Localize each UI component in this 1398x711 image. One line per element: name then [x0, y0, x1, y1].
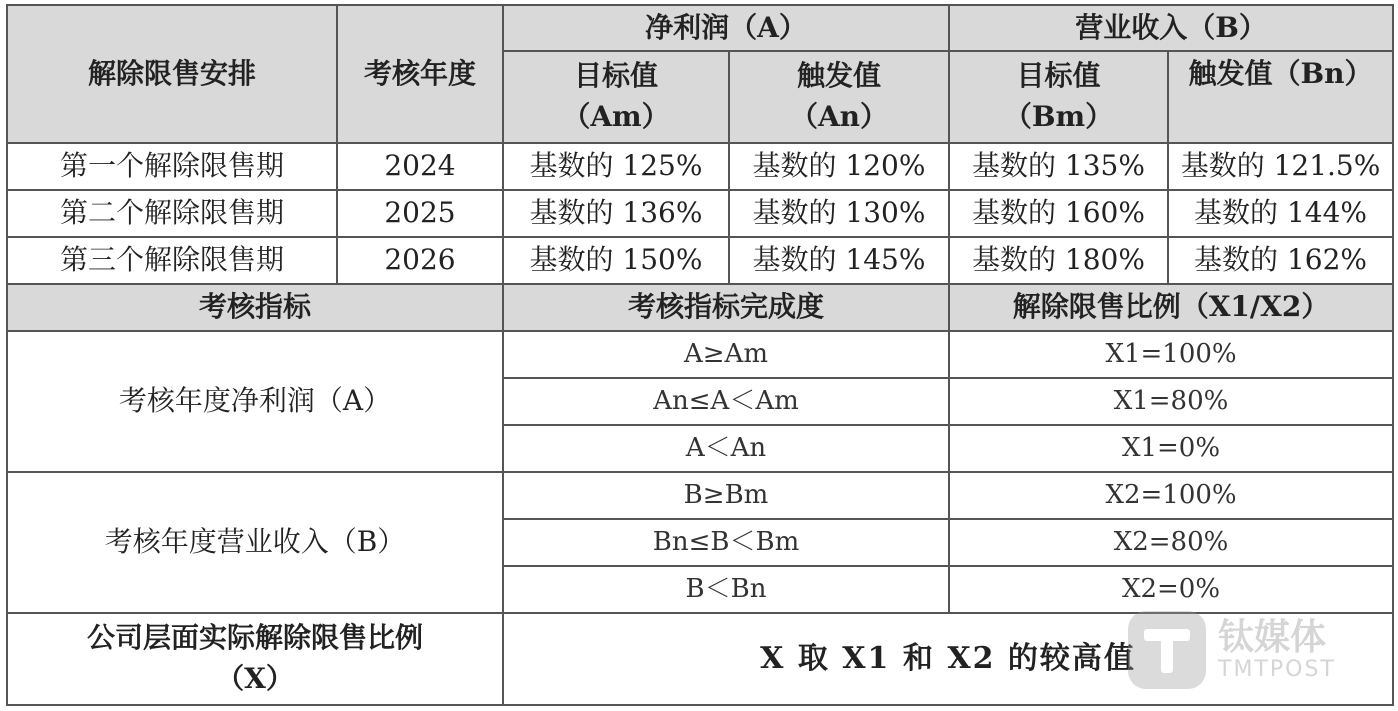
condition: Bn≤B＜Bm — [503, 519, 949, 566]
period-an: 基数的 120% — [729, 143, 949, 190]
header-trigger-an: 触发值 （An） — [729, 51, 949, 143]
period-bn: 基数的 162% — [1168, 237, 1393, 284]
header-ratio: 解除限售比例（X1/X2） — [949, 284, 1393, 331]
period-year: 2025 — [337, 190, 503, 237]
period-row — [7, 143, 1393, 190]
condition-row — [7, 331, 1393, 378]
period-am: 基数的 136% — [503, 190, 729, 237]
header-year: 考核年度 — [337, 5, 503, 143]
final-label: 公司层面实际解除限售比例 （X） — [7, 613, 503, 705]
period-bn: 基数的 121.5% — [1168, 143, 1393, 190]
header-completion: 考核指标完成度 — [503, 284, 949, 331]
period-row — [7, 190, 1393, 237]
period-year: 2026 — [337, 237, 503, 284]
ratio: X2=80% — [949, 519, 1393, 566]
period-row — [7, 237, 1393, 284]
condition: A＜An — [503, 425, 949, 472]
indicator-revenue: 考核年度营业收入（B） — [7, 472, 503, 613]
period-name: 第二个解除限售期 — [7, 190, 337, 237]
header-arrangement: 解除限售安排 — [7, 5, 337, 143]
condition: B＜Bn — [503, 566, 949, 613]
header-target-bm: 目标值 （Bm） — [949, 51, 1168, 143]
period-an: 基数的 130% — [729, 190, 949, 237]
header-target-am: 目标值 （Am） — [503, 51, 729, 143]
condition: B≥Bm — [503, 472, 949, 519]
period-am: 基数的 125% — [503, 143, 729, 190]
condition: A≥Am — [503, 331, 949, 378]
final-rule: X 取 X1 和 X2 的较高值 — [503, 613, 1393, 705]
period-an: 基数的 145% — [729, 237, 949, 284]
period-name: 第三个解除限售期 — [7, 237, 337, 284]
period-name: 第一个解除限售期 — [7, 143, 337, 190]
condition: An≤A＜Am — [503, 378, 949, 425]
ratio: X2=100% — [949, 472, 1393, 519]
ratio: X1=100% — [949, 331, 1393, 378]
period-am: 基数的 150% — [503, 237, 729, 284]
header-net-profit: 净利润（A） — [503, 5, 949, 51]
condition-row — [7, 472, 1393, 519]
header-revenue: 营业收入（B） — [949, 5, 1393, 51]
period-bm: 基数的 180% — [949, 237, 1168, 284]
header-indicator: 考核指标 — [7, 284, 503, 331]
period-bm: 基数的 135% — [949, 143, 1168, 190]
unlock-conditions-table — [6, 4, 1394, 706]
period-bm: 基数的 160% — [949, 190, 1168, 237]
period-year: 2024 — [337, 143, 503, 190]
period-bn: 基数的 144% — [1168, 190, 1393, 237]
watermark-cn: 钛媒体 — [1218, 617, 1327, 659]
ratio: X1=0% — [949, 425, 1393, 472]
ratio: X1=80% — [949, 378, 1393, 425]
header-trigger-bn: 触发值（Bn） — [1168, 51, 1393, 143]
watermark-en: TMTPOST — [1218, 656, 1336, 682]
indicator-net-profit: 考核年度净利润（A） — [7, 331, 503, 472]
ratio: X2=0% — [949, 566, 1393, 613]
